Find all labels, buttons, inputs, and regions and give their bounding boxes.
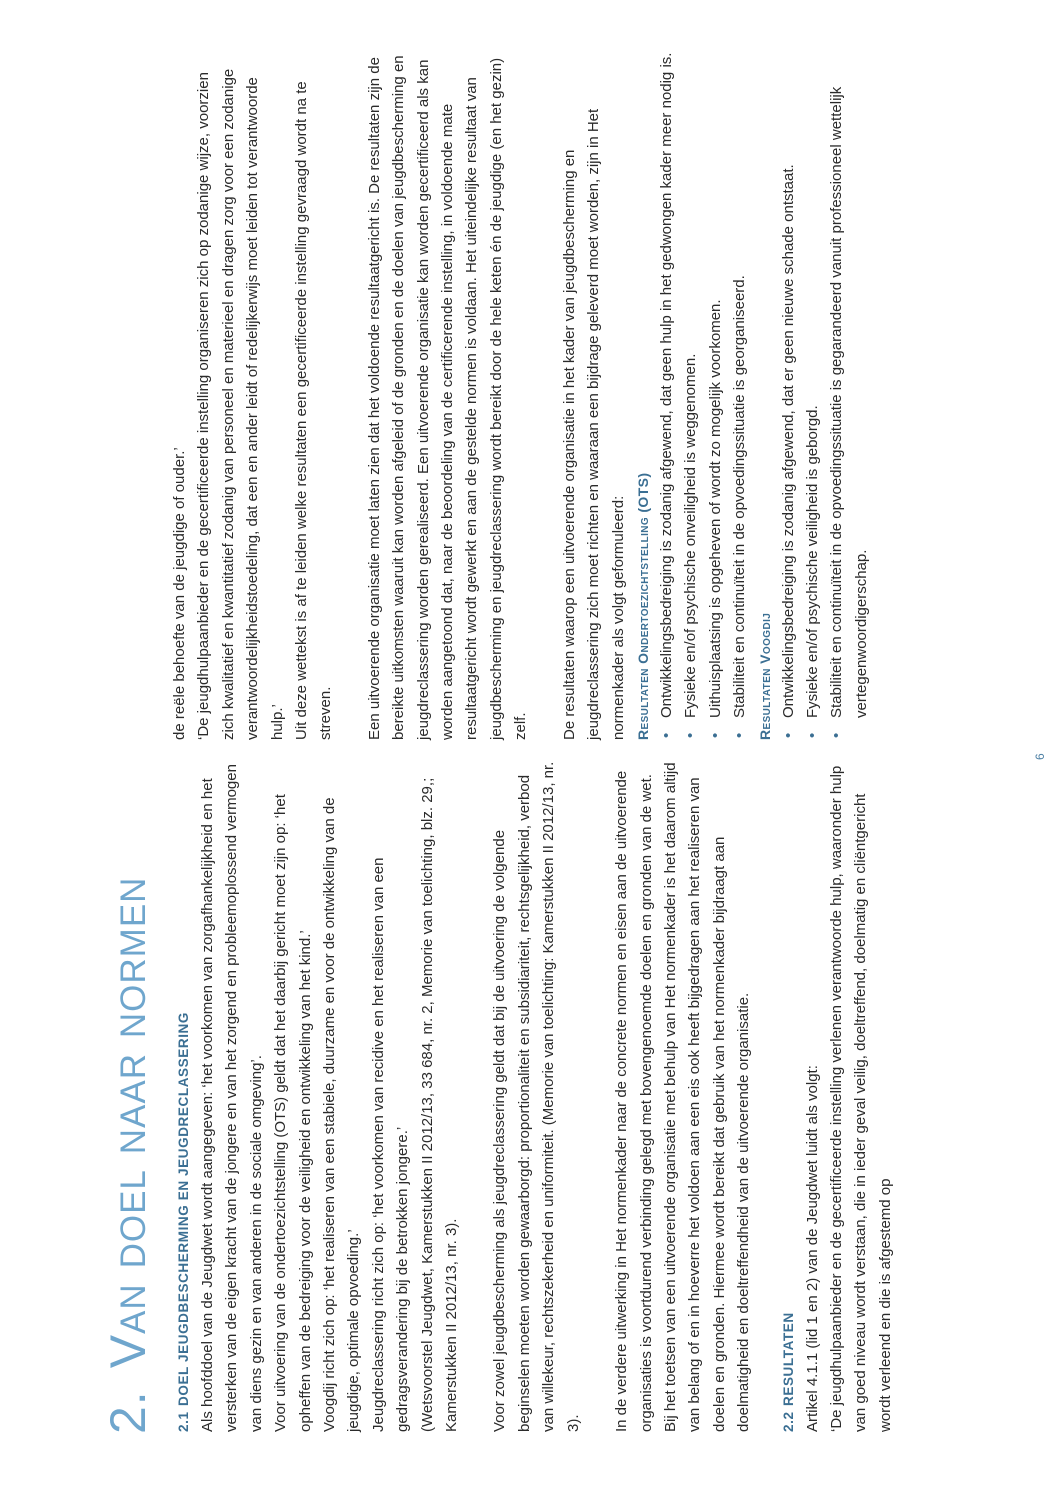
list-item-text: Ontwikkelingsbedreiging is zodanig afgewend, dat geen hulp in het gedwongen kader meer nodig is.	[657, 52, 675, 718]
paragraph: Jeugdreclassering richt zich op: ‘het voorkomen van recidive en het realiseren van een gedragsverandering bij de betrokken jongere.’	[369, 857, 412, 1432]
page-number: 6	[1033, 753, 1047, 760]
list-item-text: Stabiliteit en continuïteit in de opvoedingssituatie is gegarandeerd vanuit professioneel wettelijk vertegenwoordigerschap.	[828, 86, 870, 718]
paragraph: Voor uitvoering van de ondertoezichtstelling (OTS) geldt dat het daarbij gericht moet zijn op: ‘het opheffen van de bedreiging voor de veiligheid en ontwikkeling van het kind.’	[272, 794, 314, 1432]
paragraph: In de verdere uitwerking in Het normenkader naar de concrete normen en eisen aan de uitvoerende organisaties is voortdurend verbinding gelegd met bovengenoemde doelen en gronden van de wet. Bij het toetsen van een uitvoerende organisatie met behulp van Het normenkader is het daarom altijd van belang of en in hoeverre het voldoen aan een eis ook heeft bijgedragen aan het realiseren van doelen en gronden. Hiermee wordt bereikt dat gebruik van het normenkader bijdraagt aan doelmatigheid en doeltreffendheid van de uitvoerende organisatie.	[613, 762, 753, 1432]
chapter-title	[98, 877, 158, 1434]
bullet-icon: •	[706, 732, 724, 738]
ots-results-list	[655, 50, 753, 740]
ots-results-heading: Resultaten Ondertoezichtstelling (OTS)	[634, 472, 651, 740]
list-item-text: Ontwikkelingsbedreiging is zodanig afgewend, dat er geen nieuwe schade ontstaat.	[779, 164, 797, 718]
list-item	[655, 50, 679, 740]
list-item	[801, 50, 825, 740]
section-number: 2.2	[780, 1411, 796, 1432]
section-title: DOEL JEUGDBESCHERMING EN JEUGDRECLASSERING	[176, 1011, 191, 1406]
paragraph: Voor zowel jeugdbescherming als jeugdreclassering geldt dat bij de uitvoering de volgende beginselen moeten worden gewaarborgd: proportionaliteit en subsidiariteit, rechtsgelijkheid, verbod van willekeur, rechtszekerheid en uniformiteit. (Memorie van toelichting: Kamerstukken II 2012/13, nr. 3).	[491, 761, 582, 1432]
bullet-icon: •	[731, 732, 749, 738]
list-item-text: Fysieke en/of psychische veiligheid is geborgd.	[803, 405, 821, 718]
paragraph: Een uitvoerende organisatie moet laten zien dat het voldoende resultaatgericht is. De resultaten zijn de bereikte uitkomsten waaruit kan worden afgeleid of de gronden en de doelen van jeugdbescherming en jeugdreclassering worden gerealiseerd. Een uitvoerende organisatie kan worden gecertificeerd als kan worden aangetoond dat, naar de beoordeling van de certificerende instelling, in voldoende mate resultaatgericht wordt gewerkt en aan de gestelde normen is voldaan. Het uiteindelijke resultaat van jeugdbescherming en jeugdreclassering wordt bereikt door de hele keten én de jeugdige (en het gezin) zelf.	[365, 55, 530, 740]
list-item-text: Uithuisplaatsing is opgeheven of wordt zo mogelijk voorkomen.	[706, 299, 724, 718]
quote: ‘De jeugdhulpaanbieder en de gecertificeerde instelling verlenen verantwoorde hulp, waaronder hulp van goed niveau wordt verstaan, die in ieder geval veilig, doeltreffend, doelmatig en cliëntgericht wordt verleend en die is afgestemd op	[827, 765, 894, 1432]
bullet-icon: •	[657, 732, 675, 738]
quote: de reële behoefte van de jeugdige of ouder.’	[171, 447, 188, 740]
list-item-text: Fysieke en/of psychische onveiligheid is weggenomen.	[682, 353, 700, 718]
section-title: RESULTATEN	[780, 1312, 796, 1406]
citation: (Wetsvoorstel Jeugdwet, Kamerstukken II 2012/13, 33 684, nr. 2, Memorie van toelichting, blz. 29,; Kamerstukken II 2012/13, nr. 3).	[418, 777, 461, 1432]
list-item-text: Stabiliteit en continuïteit in de opvoedingssituatie is georganiseerd.	[731, 275, 749, 718]
chapter-number: 2.	[100, 1390, 156, 1434]
paragraph: De resultaten waarop een uitvoerende organisatie in het kader van jeugdbescherming en jeugdreclassering zich moet richten en waaraan een bijdrage geleverd moet worden, zijn in Het normenkader als volgt geformuleerd:	[560, 108, 627, 740]
voogdij-results-heading: Resultaten Voogdij	[756, 612, 773, 740]
bullet-icon: •	[682, 732, 700, 738]
section-number: 2.1	[176, 1411, 191, 1432]
section-2-1-heading	[172, 757, 196, 1432]
list-item	[679, 50, 703, 740]
right-column	[168, 50, 874, 740]
chapter-title-text: Van doel naar normen	[100, 876, 156, 1369]
paragraph: Artikel 4.1.1 (lid 1 en 2) van de Jeugdwet luidt als volgt:	[803, 1065, 821, 1432]
list-item	[704, 50, 728, 740]
paragraph: Uit deze wettekst is af te leiden welke resultaten een gecertificeerde instelling gevraagd wordt na te streven.	[293, 81, 335, 740]
quote: ‘De jeugdhulpaanbieder en de gecertificeerde instelling organiseren zich op zodanige wijze, voorzien zich kwalitatief en kwantitatief zodanig van personeel en materieel en dragen zorg voor een zodanige verantwoordelijkheidstoedeling, dat een en ander leidt of redelijkerwijs moet leiden tot verantwoorde hulp.’	[195, 68, 286, 740]
left-column	[172, 757, 898, 1432]
paragraph: Voogdij richt zich op: ‘het realiseren van een stabiele, duurzame en voor de ontwikkeling van de jeugdige, optimale opvoeding.’	[321, 797, 363, 1432]
voogdij-results-list	[777, 50, 875, 740]
list-item	[825, 50, 874, 740]
section-2-2-heading	[777, 757, 801, 1432]
bullet-icon: •	[779, 732, 797, 738]
list-item	[728, 50, 752, 740]
bullet-icon: •	[803, 732, 821, 738]
list-item	[777, 50, 801, 740]
paragraph: Als hoofddoel van de Jeugdwet wordt aangegeven: ‘het voorkomen van zorgafhankelijkheid en het versterken van de eigen kracht van de jongere en van het zorgend en probleemoplossend vermogen van diens gezin en van anderen in de sociale omgeving’.	[199, 764, 265, 1432]
bullet-icon: •	[828, 732, 846, 738]
